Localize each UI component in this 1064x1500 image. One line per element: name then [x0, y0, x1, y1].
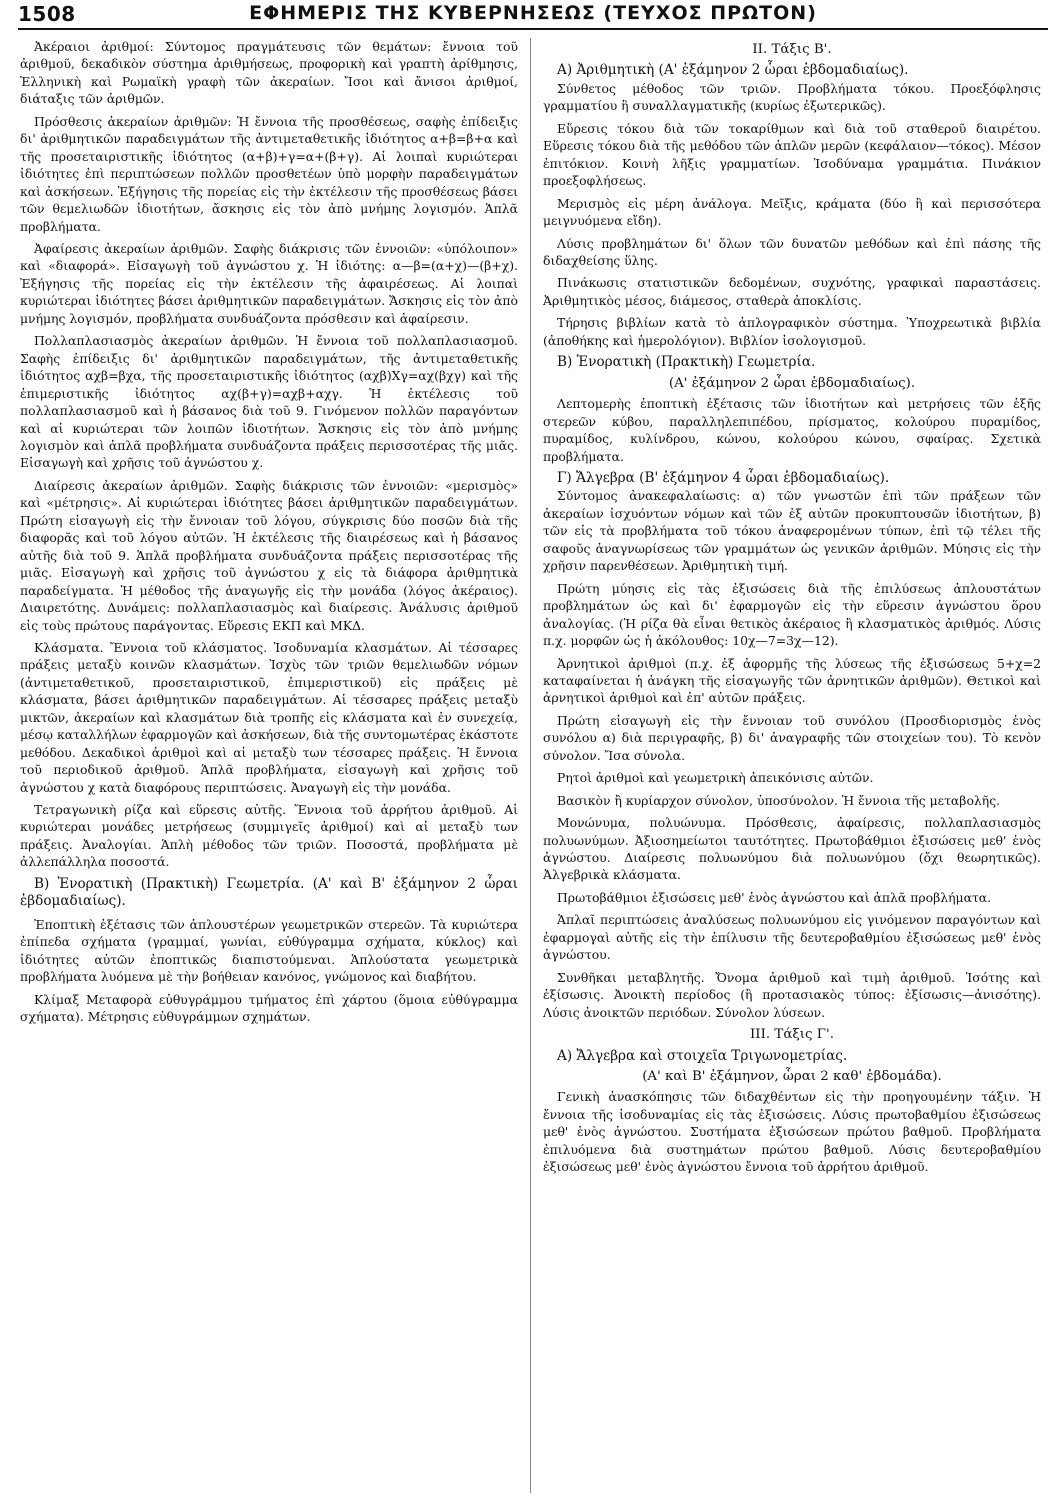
paragraph-universal-set: Βασικὸν ἢ κυρίαρχον σύνολον, ὑποσύνολον. Ἡ ἔννοια τῆς μεταβολῆς.	[557, 792, 1001, 808]
geometry-hours: (Α' ἑξάμηνον 2 ὧραι ἑβδομαδιαίως).	[668, 375, 916, 391]
paragraph-sets: Πρώτη εἰσαγωγὴ εἰς τὴν ἔννοιαν τοῦ συνόλου (Προσδιορισμὸς ἑνὸς συνόλου α) διὰ περιγραφῆς, β) δι' ἀναγραφῆς τῶν στοιχείων του). Τὸ κενὸν σύνολον. Ἴσα σύνολα.	[543, 712, 1041, 763]
geometry-heading: Β) Ἐνορατικὴ (Πρακτικὴ) Γεωμετρία.	[557, 354, 816, 371]
arithmetic-heading: Α) Ἀριθμητικὴ (Α' ἑξάμηνον 2 ὧραι ἑβδομαδιαίως).	[557, 62, 909, 79]
gazette-title: ΕΦΗΜΕΡΙΣ ΤΗΣ ΚΥΒΕΡΝΗΣΕΩΣ (ΤΕΥΧΟΣ ΠΡΩΤΟΝ)	[249, 2, 817, 24]
algebra-trig-heading: Α) Ἄλγεβρα καὶ στοιχεῖα Τριγωνομετρίας.	[557, 1047, 848, 1064]
paragraph-scale: Κλίμαξ Μεταφορὰ εὐθυγράμμου τμήματος ἐπὶ χάρτου (ὅμοια εὐθύγραμμα σχήματα). Μέτρησις εὐθυγράμμων σχημάτων.	[20, 991, 518, 1025]
paragraph-compound-rule: Σύνθετος μέθοδος τῶν τριῶν. Προβλήματα τόκου. Προεξόφλησις γραμματίου ἢ συναλλαγματικῆς (κυρίως ἐξωτερικῶς).	[543, 80, 1041, 114]
paragraph-fractions: Κλάσματα. Ἔννοια τοῦ κλάσματος. Ἰσοδυναμία κλασμάτων. Αἱ τέσσαρες πράξεις μεταξὺ κοινῶν κλασμάτων. Ἰσχὺς τῶν τριῶν θεμελιωδῶν νόμων (ἀντιμεταθετικοῦ, προσεταιριστικοῦ, ἐπιμεριστικοῦ) εἰς πράξεις μὲ κλάσματα, βάσει ἀριθμητικῶν παραδειγμάτων. Αἱ τέσσαρες πράξεις μεταξὺ μικτῶν, ἀκεραίων καὶ κλασμάτων διὰ τροπῆς εἰς κλάσματα καὶ ἐν συνεχείᾳ, μέσῳ καταλλήλων ἐφαρμογῶν καὶ ἀσκήσεων, διὰ τῆς συντομωτέρας ἑκάστοτε μεθόδου. Δεκαδικοὶ ἀριθμοὶ καὶ αἱ μεταξὺ των τέσσαρες πράξεις. Ἡ ἔννοια τοῦ περιοδικοῦ ἀριθμοῦ. Ἁπλᾶ προβλήματα, εἰσαγωγὴ καὶ χρῆσις τοῦ ἀγνώστου χ κατὰ διαφόρους περιπτώσεις. Ἀναγωγὴ εἰς τὴν μονάδα.	[20, 639, 518, 795]
paragraph-polynomials: Μονώνυμα, πολυώνυμα. Πρόσθεσις, ἀφαίρεσις, πολλαπλασιασμὸς πολυωνύμων. Ἀξιοσημείωτοι ταυτότητες. Πρωτοβάθμιοι ἐξισώσεις μεθ' ἑνὸς ἀγνώστου. Διαίρεσις πολυωνύμου διὰ πολυωνύμου (ὄχι θεωρητικῶς). Ἀλγεβρικὰ κλάσματα.	[543, 815, 1041, 883]
paragraph-statistics: Πινάκωσις στατιστικῶν δεδομένων, συχνότης, γραφικαὶ παραστάσεις. Ἀριθμητικὸς μέσος, διάμεσος, σταθερὰ ἀποκλίσις.	[543, 275, 1041, 308]
section-heading-geometry: Β) Ἐνορατικὴ (Πρακτικὴ) Γεωμετρία. (Α' καὶ Β' ἑξάμηνον 2 ὧραι ἑβδομαδιαίως).	[20, 875, 518, 910]
paragraph-rationals: Ρητοὶ ἀριθμοὶ καὶ γεωμετρικὴ ἀπεικόνισις αὐτῶν.	[557, 770, 874, 786]
paragraph-addition: Πρόσθεσις ἀκεραίων ἀριθμῶν: Ἡ ἔννοια τῆς προσθέσεως, σαφὴς ἐπίδειξις δι' ἀριθμητικῶν παραδειγμάτων τῆς ἀντιμεταθετικῆς ἰδιότητος α+β=β+α καὶ τῆς προσεταιριστικῆς ἰδιότητος (α+β)+γ=α+(β+γ). Αἱ λοιπαὶ κυριώτεραι ἰδιότητες ἐπὶ περιπτώσεων πολλῶν προσθετέων ὑπὸ μορφὴν παραδειγμάτων καὶ ἀσκήσεων. Ἐξήγησις τῆς πορείας εἰς τὴν ἐκτέλεσιν τῆς προσθέσεως βάσει τῶν θεμελιωδῶν ἰδιοτήτων, ἄσκησις εἰς τὸν ἀπὸ μνήμης λογισμόν. Ἁπλᾶ προβλήματα.	[20, 113, 518, 234]
paragraph-multiplication: Πολλαπλασιασμὸς ἀκεραίων ἀριθμῶν. Ἡ ἔννοια τοῦ πολλαπλασιασμοῦ. Σαφὴς ἐπίδειξις δι' ἀριθμητικῶν παραδειγμάτων, τῆς ἀντιμεταθετικῆς ἰδιότητος αχβ=βχα, τῆς προσεταιριστικῆς ἰδιότητος (αχβ)Χγ=αχ(βχγ) καὶ τῆς ἐπιμεριστικῆς ἰδιότητος αχ(β+γ)=αχβ+αχγ. Ἡ ἐκτέλεσις τοῦ πολλαπλασιασμοῦ καὶ ἡ βάσανος διὰ τοῦ 9. Γινόμενον πολλῶν παραγόντων καὶ αἱ κυριώτεραι τῶν λοιπῶν ἰδιοτήτων. Ἄσκησις εἰς τὸν ἀπὸ μνήμης λογισμὸν καὶ ἁπλᾶ προβλήματα συνδυάζοντα πράξεις περισσοτέρας τῆς μιᾶς. Εἰσαγωγὴ καὶ χρῆσις τοῦ ἀγνώστου χ.	[20, 333, 518, 471]
paragraph-solids: Λεπτομερὴς ἐποπτικὴ ἐξέτασις τῶν ἰδιοτήτων καὶ μετρήσεις τῶν ἑξῆς στερεῶν κύβου, παραλληλεπιπέδου, πρίσματος, κολούρου πυραμίδος, πυραμίδος, κυλίνδρου, κώνου, κολούρου κώνου, σφαίρας. Σχετικὰ προβλήματα.	[543, 396, 1041, 464]
class-c-heading: ΙΙΙ. Τάξις Γ'.	[750, 1027, 834, 1043]
paragraph-factoring: Ἁπλαῖ περιπτώσεις ἀναλύσεως πολυωνύμου εἰς γινόμενον παραγόντων καὶ ἐφαρμογαὶ αὐτῆς εἰς τὴν ἐπίλυσιν τῆς δευτεροβαθμίου ἐξισώσεως μεθ' ἑνὸς ἀγνώστου.	[543, 912, 1041, 963]
paragraph-square-root: Τετραγωνικὴ ρίζα καὶ εὕρεσις αὐτῆς. Ἔννοια τοῦ ἀρρήτου ἀριθμοῦ. Αἱ κυριώτεραι μονάδες μετρήσεως (συμμιγεῖς ἀριθμοί) καὶ αἱ μεταξὺ των πράξεις. Ἀναλογίαι. Ἁπλὴ μέθοδος τῶν τριῶν. Ποσοστά, προβλήματα μὲ ἀλλεπάλληλα ποσοστά.	[20, 802, 518, 870]
paragraph-integers: Ἀκέραιοι ἀριθμοί: Σύντομος πραγμάτευσις τῶν θεμάτων: ἔννοια τοῦ ἀριθμοῦ, δεκαδικὸν σύστημα ἀριθμήσεως, προφορικὴ καὶ γραπτὴ ἀρίθμησις, Ἑλληνικὴ καὶ Ρωμαϊκὴ γραφὴ τῶν ἀκεραίων. Ἴσοι καὶ ἄνισοι ἀριθμοί, διάταξις τῶν ἀριθμῶν.	[20, 39, 518, 107]
paragraph-review: Γενικὴ ἀνασκόπησις τῶν διδαχθέντων εἰς τὴν προηγουμένην τάξιν. Ἡ ἔννοια τῆς ἰσοδυναμίας εἰς τὰς ἐξισώσεις. Λύσις πρωτοβαθμίου ἐξισώσεως μεθ' ἑνὸς ἀγνώστου. Συστήματα ἐξισώσεων πρώτου βαθμοῦ. Προβλήματα ἐπιλυόμενα διὰ συστημάτων πρώτου βαθμοῦ. Λύσις δευτεροβαθμίου ἐξισώσεως μεθ' ἑνὸς ἀγνώστου ἔννοια τοῦ ἀρρήτου ἀριθμοῦ.	[543, 1089, 1041, 1175]
algebra-trig-hours: (Α' καὶ Β' ἑξάμηνον, ὧραι 2 καθ' ἑβδομάδα).	[642, 1069, 942, 1085]
paragraph-equations: Πρώτη μύησις εἰς τὰς ἐξισώσεις διὰ τῆς ἐπιλύσεως ἁπλουστάτων προβλημάτων ὡς καὶ δι' ἐφαρμογῶν εἰς τὴν εὕρεσιν ἀγνώστου ὅρου ἀναλογίας. (Ἡ ρίζα θὰ εἶναι θετικὸς ἀκέραιος ἢ κλασματικὸς ἀριθμός. Λύσις π.χ. μορφῶν ὡς ἡ ἀκόλουθος: 10χ—7=3χ—12).	[543, 580, 1041, 649]
paragraph-first-degree: Πρωτοβάθμιοι ἐξισώσεις μεθ' ἑνὸς ἀγνώστου καὶ ἁπλᾶ προβλήματα.	[557, 889, 992, 905]
paragraph-variables: Συνθῆκαι μεταβλητῆς. Ὄνομα ἀριθμοῦ καὶ τιμὴ ἀριθμοῦ. Ἰσότης καὶ ἐξίσωσις. Ἀνοικτὴ περίοδος (ἢ προτασιακὸς τύπος: ἐξίσωσις—ἀνισότης). Λύσις ἀνοικτῶν περιόδων. Σύνολον λύσεων.	[543, 969, 1041, 1020]
paragraph-geometric-solids: Ἐποπτικὴ ἐξέτασις τῶν ἁπλουστέρων γεωμετρικῶν στερεῶν. Τὰ κυριώτερα ἐπίπεδα σχήματα (γραμμαί, γωνίαι, εὐθύγραμμα σχήματα, κύκλος) καὶ ἰδιότητες αὐτῶν ἐποπτικῶς διαπιστούμεναι. Ἁπλούστατα γεωμετρικὰ προβλήματα λυόμενα μὲ τὴν βοήθειαν κανόνος, γνώμονος καὶ διαβήτου.	[20, 916, 518, 985]
paragraph-problem-solving: Λύσις προβλημάτων δι' ὅλων τῶν δυνατῶν μεθόδων καὶ ἐπὶ πάσης τῆς διδαχθείσης ὕλης.	[543, 235, 1041, 268]
paragraph-negative-numbers: Ἀρνητικοὶ ἀριθμοὶ (π.χ. ἐξ ἀφορμῆς τῆς λύσεως τῆς ἐξισώσεως 5+χ=2 καταφαίνεται ἡ ἀνάγκη τῆς εἰσαγωγῆς τῶν ἀρνητικῶν ἀριθμῶν). Θετικοὶ καὶ ἀρνητικοὶ ἀριθμοὶ καὶ ἐπ' αὐτῶν πράξεις.	[543, 655, 1041, 706]
paragraph-recapitulation: Σύντομος ἀνακεφαλαίωσις: α) τῶν γνωστῶν ἐπὶ τῶν πράξεων τῶν ἀκεραίων ἰσχυόντων νόμων καὶ τῶν ἐξ αὐτῶν προκυπτουσῶν ἰδιοτήτων, β) τῶν εἰς τὰ προβλήματα τοῦ τόκου ἀναφερομένων τύπων, ἐπὶ τῷ τέλει τῆς σαφοῦς ἀναγνωρίσεως τῶν γραμμάτων ὡς γενικῶν ἀριθμῶν. Μύησις εἰς τὴν χρῆσιν παρενθέσεων. Ἀριθμητικὴ τιμή.	[543, 488, 1041, 574]
algebra-heading: Γ) Ἄλγεβρα (Β' ἑξάμηνον 4 ὧραι ἑβδομαδιαίως).	[557, 469, 890, 486]
right-column	[543, 38, 1041, 1496]
column-divider	[530, 38, 531, 1493]
page-number: 1508	[18, 2, 76, 26]
paragraph-subtraction: Ἀφαίρεσις ἀκεραίων ἀριθμῶν. Σαφὴς διάκρισις τῶν ἐννοιῶν: «ὑπόλοιπον» καὶ «διαφορά». Εἰσαγωγὴ τοῦ ἀγνώστου χ. Ἡ ἰδιότης: α—β=(α+χ)—(β+χ). Ἐξήγησις τῆς πορείας εἰς τὴν ἐκτέλεσιν τῆς ἀφαιρέσεως. Αἱ λοιπαὶ κυριώτεραι ἰδιότητες βάσει ἀριθμητικῶν παραδειγμάτων. Ἄσκησις εἰς τὸν ἀπὸ μνήμης λογισμόν, προβλήματα συνδυάζοντα πρόσθεσιν καὶ ἀφαίρεσιν.	[20, 240, 518, 326]
paragraph-division: Διαίρεσις ἀκεραίων ἀριθμῶν. Σαφὴς διάκρισις τῶν ἐννοιῶν: «μερισμὸς» καὶ «μέτρησις». Αἱ κυριώτεραι ἰδιότητες βάσει ἀριθμητικῶν παραδειγμάτων. Πρώτη εἰσαγωγὴ εἰς τὴν ἔννοιαν τοῦ λόγου, σύγκρισις δύο ποσῶν διὰ τῆς διαφορᾶς καὶ τοῦ λόγου αὐτῶν. Ἡ ἐκτέλεσις τῆς διαιρέσεως καὶ ἡ βάσανος αὐτῆς διὰ τοῦ 9. Ἁπλᾶ προβλήματα συνδυάζοντα πράξεις περισσοτέρας τῆς μιᾶς. Εἰσαγωγὴ καὶ χρῆσις τοῦ ἀγνώστου χ εἰς τὰ διάφορα ἀριθμητικὰ παραδείγματα. Ἡ μέθοδος τῆς ἀναγωγῆς εἰς τὴν μονάδα (λόγος ἀκέραιος). Διαιρετότης. Δυνάμεις: πολλαπλασιασμὸς καὶ διαίρεσις. Ἀνάλυσις ἀριθμοῦ εἰς τοὺς πρώτους παράγοντας. Εὕρεσις ΕΚΠ καὶ ΜΚΔ.	[20, 477, 518, 633]
class-b-heading: ΙΙ. Τάξις Β'.	[752, 42, 832, 57]
paragraph-proportional-division: Μερισμὸς εἰς μέρη ἀνάλογα. Μεῖξις, κράματα (δύο ἢ καὶ περισσότερα μειγνυόμενα εἴδη).	[543, 195, 1041, 229]
left-column	[20, 38, 518, 1496]
paragraph-interest: Εὕρεσις τόκου διὰ τῶν τοκαρίθμων καὶ διὰ τοῦ σταθεροῦ διαιρέτου. Εὕρεσις τόκου διὰ τῆς μεθόδου τῶν ἁπλῶν μερῶν (κεφάλαιον—τόκος). Μέσον ἐπιτόκιον. Κοινὴ λῆξις γραμματίων. Ἰσοδύναμα γραμμάτια. Πινάκιον προεξοφλήσεως.	[543, 120, 1041, 189]
page-header	[18, 2, 1048, 30]
paragraph-bookkeeping: Τήρησις βιβλίων κατὰ τὸ ἁπλογραφικὸν σύστημα. Ὑποχρεωτικὰ βιβλία (ἀποθήκης καὶ ἡμερολόγιον). Βιβλίον ἰσολογισμοῦ.	[543, 315, 1041, 348]
